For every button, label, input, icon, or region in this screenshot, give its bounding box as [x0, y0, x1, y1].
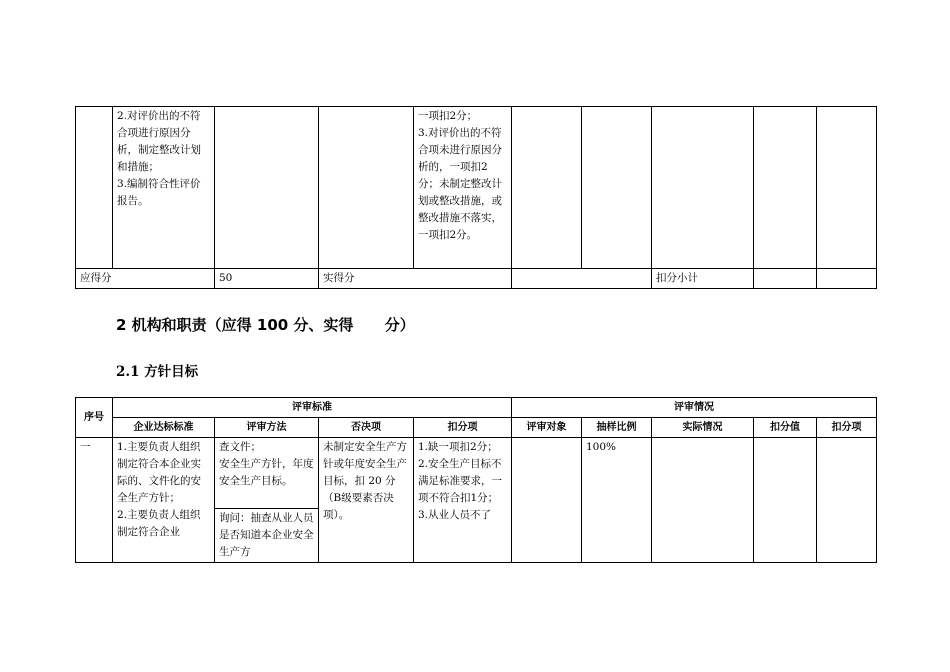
method-inquiry: 询问：抽查从业人员是否知道本企业安全生产方: [215, 508, 318, 562]
header-review-standard: 评审标准: [113, 398, 512, 418]
policy-objectives-table: [75, 397, 877, 563]
header-sampling: 抽样比例: [582, 418, 652, 438]
row-sampling: 100%: [582, 438, 652, 563]
blank-cell: [817, 269, 877, 289]
header-seq: 序号: [76, 398, 113, 438]
header-actual: 实际情况: [652, 418, 754, 438]
row-deduct-items: [817, 438, 877, 563]
cell-enterprise-standard: 2.对评价出的不符合项进行原因分析，制定整改计划和措施； 3.编制符合性评价报告。: [113, 107, 215, 269]
cell-seq: [76, 107, 113, 269]
cell-actual: [652, 107, 754, 269]
row-method: [215, 438, 319, 563]
row-object: [512, 438, 582, 563]
row-enterprise-standard: 1.主要负责人组织制定符合本企业实际的、文件化的安全生产方针； 2.主要负责人组织制定符合企业: [113, 438, 215, 563]
previous-section-table: [75, 106, 877, 289]
cell-veto: [319, 107, 414, 269]
cell-deduct-items: [817, 107, 877, 269]
subtotal-value: [754, 269, 817, 289]
cell-object: [512, 107, 582, 269]
row-deduct-value: [754, 438, 817, 563]
cell-sampling: [582, 107, 652, 269]
row-veto: 未制定安全生产方针或年度安全生产目标，扣 20 分（B级要素否决项）。: [319, 438, 414, 563]
header-deduct-item: 扣分项: [414, 418, 512, 438]
subtotal-label: 扣分小计: [652, 269, 754, 289]
header-method: 评审方法: [215, 418, 319, 438]
row-seq: 一: [76, 438, 113, 563]
cell-method: [215, 107, 319, 269]
actual-score-label: 实得分: [319, 269, 512, 289]
header-review-status: 评审情况: [512, 398, 877, 418]
method-check-documents: 查文件； 安全生产方针，年度安全生产目标。: [219, 441, 314, 487]
header-deduct-value: 扣分值: [754, 418, 817, 438]
actual-score-value: [512, 269, 652, 289]
due-score-label: 应得分: [76, 269, 215, 289]
header-enterprise-standard: 企业达标标准: [113, 418, 215, 438]
row-deduct-item: 1.缺一项扣2分； 2.安全生产目标不满足标准要求，一项不符合扣1分； 3.从业人员不了: [414, 438, 512, 563]
header-object: 评审对象: [512, 418, 582, 438]
subsection-heading: 2.1 方针目标: [116, 364, 199, 380]
cell-deduct-value: [754, 107, 817, 269]
row-actual: [652, 438, 754, 563]
header-veto: 否决项: [319, 418, 414, 438]
header-deduct-items: 扣分项: [817, 418, 877, 438]
section-heading: 2 机构和职责（应得 100 分、实得 分）: [116, 316, 415, 334]
cell-deduct-item: 一项扣2分； 3.对评价出的不符合项未进行原因分析的，一项扣2分；未制定整改计划或整改措施，或整改措施不落实，一项扣2分。: [414, 107, 512, 269]
due-score-value: 50: [215, 269, 319, 289]
